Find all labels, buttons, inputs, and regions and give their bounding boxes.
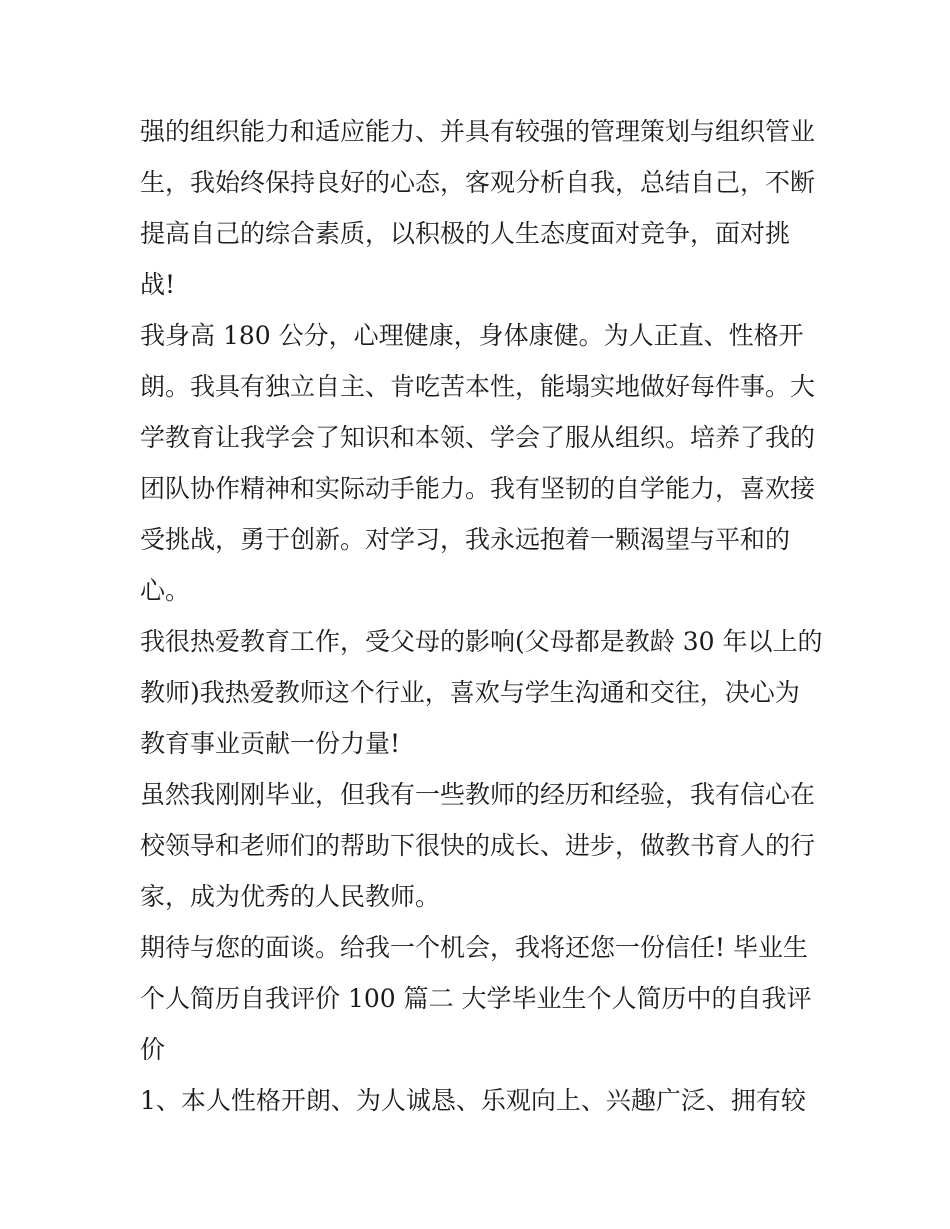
text-line: 1、本人性格开朗、为人诚恳、乐观向上、兴趣广泛、拥有较 bbox=[140, 1086, 806, 1115]
body-text bbox=[140, 106, 823, 1126]
text-line: 战! bbox=[140, 270, 176, 299]
text-line: 教育事业贡献一份力量! bbox=[140, 729, 401, 758]
text-line: 价 bbox=[140, 1035, 166, 1064]
text-line: 我很热爱教育工作，受父母的影响(父母都是教龄 30 年以上的 bbox=[140, 627, 823, 656]
text-line: 教师)我热爱教师这个行业，喜欢与学生沟通和交往，决心为 bbox=[140, 678, 800, 707]
text-line: 我身高 180 公分，心理健康，身体康健。为人正直、性格开 bbox=[140, 321, 804, 350]
text-line: 期待与您的面谈。给我一个机会，我将还您一份信任! 毕业生 bbox=[140, 933, 808, 962]
text-line: 强的组织能力和适应能力、并具有较强的管理策划与组织管业 bbox=[140, 117, 816, 146]
text-line: 虽然我刚刚毕业，但我有一些教师的经历和经验，我有信心在 bbox=[140, 780, 816, 809]
text-line: 家，成为优秀的人民教师。 bbox=[140, 882, 441, 911]
text-line: 个人简历自我评价 100 篇二 大学毕业生个人简历中的自我评 bbox=[140, 984, 812, 1013]
text-line: 心。 bbox=[140, 576, 191, 605]
text-line: 团队协作精神和实际动手能力。我有坚韧的自学能力，喜欢接 bbox=[140, 474, 816, 503]
text-line: 提高自己的综合素质，以积极的人生态度面对竞争，面对挑 bbox=[140, 219, 791, 248]
text-line: 朗。我具有独立自主、肯吃苦本性，能塌实地做好每件事。大 bbox=[140, 372, 816, 401]
text-line: 学教育让我学会了知识和本领、学会了服从组织。培养了我的 bbox=[140, 423, 816, 452]
text-line: 受挑战，勇于创新。对学习，我永远抱着一颗渴望与平和的 bbox=[140, 525, 791, 554]
text-line: 校领导和老师们的帮助下很快的成长、进步，做教书育人的行 bbox=[140, 831, 816, 860]
text-line: 生，我始终保持良好的心态，客观分析自我，总结自己，不断 bbox=[140, 168, 816, 197]
